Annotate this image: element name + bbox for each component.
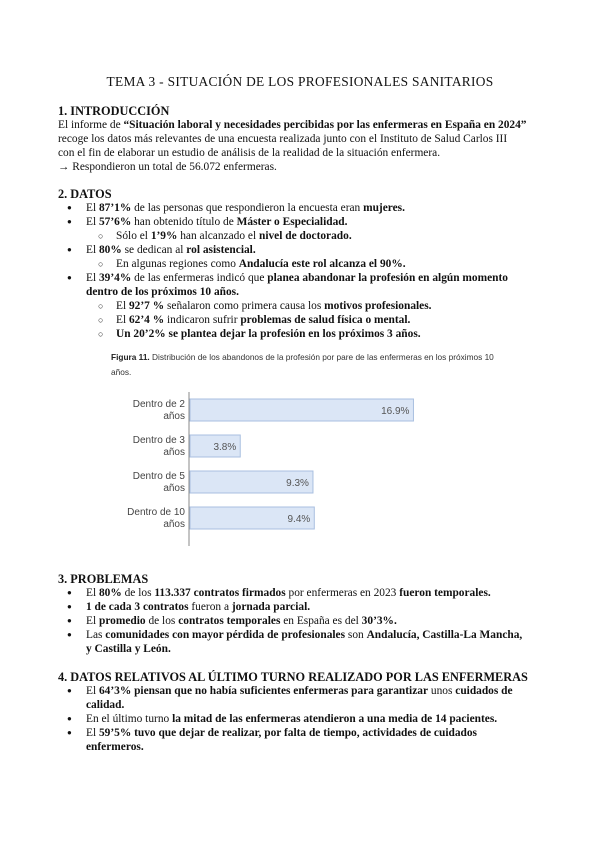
stat: 57’6%	[98, 216, 132, 228]
stat: 87’1%	[98, 202, 132, 214]
text: se dedican al	[121, 244, 187, 256]
bar-value-label: 9.3%	[286, 478, 309, 489]
text: de los	[145, 615, 179, 627]
text: El	[86, 244, 99, 256]
sub-list-item	[116, 229, 566, 243]
text: El	[86, 685, 99, 697]
text: unos	[428, 685, 456, 697]
stat: comunidades con mayor pérdida de profesionales	[105, 629, 346, 641]
figure-caption	[111, 350, 531, 380]
section-heading-problemas: 3. PROBLEMAS	[58, 572, 149, 586]
figure-label: Figura 11.	[111, 352, 150, 362]
list-item	[86, 586, 566, 600]
intro-line-2: recoge los datos más relevantes de una encuesta realizada junto con el Instituto de Salud Carlos III	[58, 133, 508, 145]
stat: jornada parcial.	[231, 601, 311, 613]
category-tick-label: Dentro de 3	[132, 435, 185, 446]
list-item	[86, 614, 566, 628]
category-tick-label: Dentro de 2	[132, 399, 185, 410]
text: en España es del	[280, 615, 362, 627]
text: fueron a	[188, 601, 232, 613]
stat: 39’4%	[98, 272, 132, 284]
stat: planea abandonar la profesión en algún momento	[267, 272, 508, 284]
intro-line-3: con el fin de elaborar un estudio de análisis de la realidad de la situación enfermera.	[58, 147, 441, 159]
report-title: “Situación laboral y necesidades percibidas por las enfermeras en España en 2024”	[123, 119, 527, 131]
stat: enfermeros.	[86, 741, 144, 753]
text: por enfermeras en 2023	[285, 587, 400, 599]
text: En algunas regiones como	[116, 258, 239, 270]
list-item-continuation	[86, 740, 600, 754]
stat: motivos profesionales.	[324, 300, 432, 312]
stat: 80%	[98, 244, 122, 256]
stat: 30’3%.	[361, 615, 397, 627]
intro-text: El informe de	[58, 119, 124, 131]
text: Sólo el	[116, 230, 151, 242]
stat: Andalucía este rol alcanza el 90%.	[238, 258, 406, 270]
text: El	[116, 300, 129, 312]
list-item-continuation	[86, 285, 600, 299]
section-heading-datos: 2. DATOS	[58, 187, 112, 201]
page-title: TEMA 3 - SITUACIÓN DE LOS PROFESIONALES SANITARIOS	[106, 74, 494, 89]
list-item-continuation	[86, 698, 600, 712]
text: de los	[121, 587, 155, 599]
text: El	[86, 587, 99, 599]
sub-list-item	[116, 257, 566, 271]
text: El	[86, 727, 99, 739]
stat: la mitad de las enfermeras atendieron a una media de 14 pacientes.	[172, 713, 498, 725]
text: indicaron sufrir	[164, 314, 241, 326]
stat: mujeres.	[363, 202, 405, 214]
text: Las	[86, 629, 106, 641]
stat: dentro de los próximos 10 años.	[86, 286, 239, 298]
list-item	[86, 243, 566, 257]
category-tick-label: Dentro de 5	[132, 471, 185, 482]
bar-value-label: 3.8%	[213, 442, 237, 453]
list-item	[86, 600, 566, 614]
text: En el último turno	[86, 713, 173, 725]
list-item-continuation	[86, 642, 600, 656]
text: señalaron como primera causa los	[164, 300, 325, 312]
section-heading-intro: 1. INTRODUCCIÓN	[58, 104, 170, 118]
stat: nivel de doctorado.	[258, 230, 352, 242]
stat: 113.337 contratos firmados	[154, 587, 286, 599]
stat: promedio	[98, 615, 146, 627]
text: de las personas que respondieron la encuesta eran	[131, 202, 364, 214]
sub-list-item	[116, 299, 566, 313]
stat: Andalucía, Castilla-La Mancha,	[366, 629, 523, 641]
stat: 92’7 %	[128, 300, 165, 312]
bar-value-label: 9.4%	[287, 514, 311, 525]
sub-list-item	[116, 327, 566, 341]
stat: 62’4 %	[128, 314, 165, 326]
section-heading-turno: 4. DATOS RELATIVOS AL ÚLTIMO TURNO REALIZADO POR LAS ENFERMERAS	[58, 670, 528, 684]
text: han alcanzado el	[177, 230, 259, 242]
list-item	[86, 215, 566, 229]
stat: Un 20’2% se plantea dejar la profesión en los próximos 3 años.	[116, 328, 421, 340]
stat: problemas de salud física o mental.	[240, 314, 411, 326]
stat: rol asistencial.	[186, 244, 256, 256]
category-tick-label: años	[163, 411, 185, 422]
stat: 80%	[98, 587, 122, 599]
caption-text: Distribución de los abandonos de la profesión por pare de las enfermeras en los próximos 10	[149, 352, 494, 362]
intro-line-4: → Respondieron un total de 56.072 enfermeras.	[58, 161, 277, 173]
bar-value-label: 16.9%	[381, 406, 410, 417]
list-item	[86, 712, 566, 726]
intro-line-1	[58, 118, 578, 132]
category-tick-label: años	[163, 519, 185, 530]
category-tick-label: años	[163, 483, 185, 494]
list-item	[86, 271, 566, 285]
stat: cuidados de	[455, 685, 513, 697]
stat: Máster o Especialidad.	[236, 216, 348, 228]
bar	[190, 399, 413, 421]
list-item	[86, 628, 566, 642]
caption-text: años.	[111, 367, 132, 377]
stat: contratos temporales	[178, 615, 281, 627]
sub-list-item	[116, 313, 566, 327]
stat: fueron temporales.	[399, 587, 491, 599]
list-item	[86, 201, 566, 215]
text: El	[116, 314, 129, 326]
list-item	[86, 684, 566, 698]
text: son	[345, 629, 367, 641]
bar-chart	[110, 384, 430, 554]
category-tick-label: Dentro de 10	[127, 507, 185, 518]
text: El	[86, 202, 99, 214]
stat: 59’5% tuvo que dejar de realizar, por falta de tiempo, actividades de cuidados	[98, 727, 477, 739]
stat: y Castilla y León.	[86, 643, 171, 655]
text: El	[86, 272, 99, 284]
list-item	[86, 726, 566, 740]
text: han obtenido título de	[131, 216, 237, 228]
text: El	[86, 216, 99, 228]
category-tick-label: años	[163, 447, 185, 458]
stat: 64’3% piensan que no había suficientes enfermeras para garantizar	[98, 685, 429, 697]
text: de las enfermeras indicó que	[131, 272, 268, 284]
stat: calidad.	[86, 699, 125, 711]
text: El	[86, 615, 99, 627]
stat: 1 de cada 3 contratos	[86, 601, 189, 613]
stat: 1’9%	[150, 230, 178, 242]
